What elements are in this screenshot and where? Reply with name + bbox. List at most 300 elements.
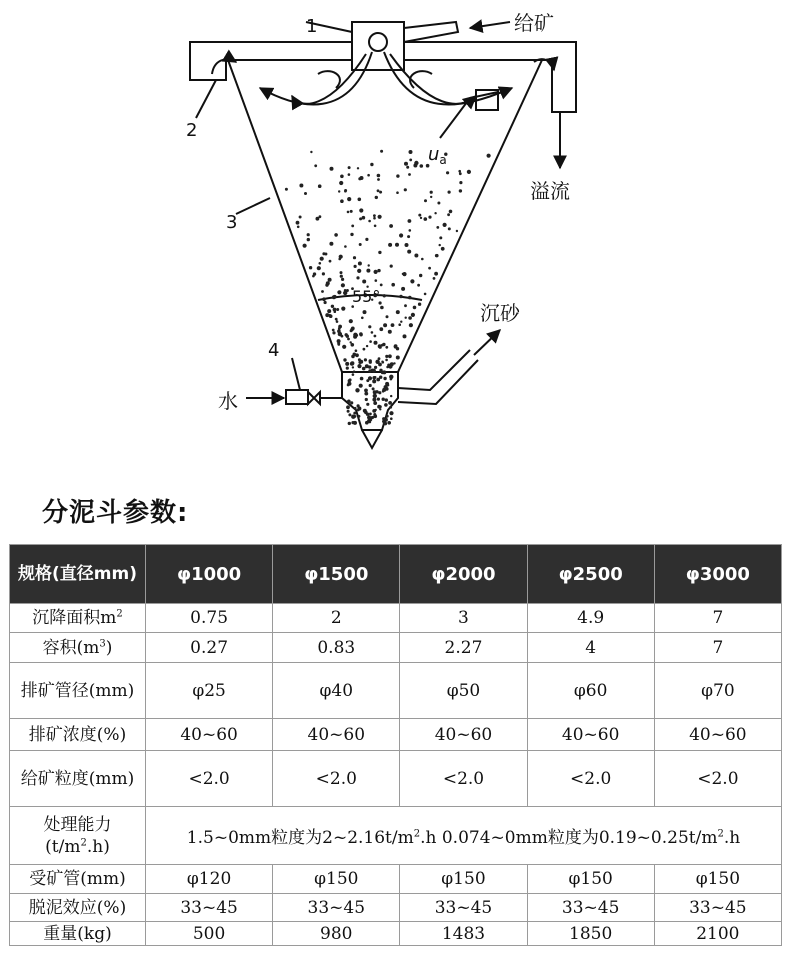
sediment-particle <box>354 265 357 268</box>
sediment-particle <box>357 269 361 273</box>
sediment-particle <box>369 340 372 343</box>
sediment-particle <box>368 220 371 223</box>
cell: 1850 <box>527 922 654 946</box>
sediment-particle <box>379 327 383 331</box>
table-row <box>10 894 782 922</box>
sediment-particle <box>368 420 371 423</box>
sediment-particle <box>459 172 462 175</box>
sediment-particle <box>330 167 334 171</box>
sediment-particle <box>325 313 329 317</box>
cell: 2100 <box>654 922 781 946</box>
sediment-particle <box>349 378 352 381</box>
sediment-particle <box>352 373 355 376</box>
sediment-particle <box>340 175 344 179</box>
sediment-particles <box>285 150 491 426</box>
sediment-particle <box>350 361 354 365</box>
sediment-particle <box>347 384 350 387</box>
cell: 3 <box>400 604 527 633</box>
sediment-particle <box>329 242 333 246</box>
sediment-particle <box>375 360 379 364</box>
cell: φ120 <box>146 865 273 894</box>
sediment-particle <box>398 323 401 326</box>
sediment-particle <box>377 405 381 409</box>
cell: 40~60 <box>527 719 654 751</box>
cell: 0.27 <box>146 633 273 663</box>
sediment-particle <box>391 323 395 327</box>
sediment-particle <box>350 328 353 331</box>
sediment-particle <box>374 341 378 345</box>
sediment-particle <box>342 345 346 349</box>
sediment-particle <box>424 293 427 296</box>
sediment-particle <box>359 384 363 388</box>
cell: 500 <box>146 922 273 946</box>
cell: 33~45 <box>146 894 273 922</box>
cell: 33~45 <box>527 894 654 922</box>
sediment-particle <box>404 162 408 166</box>
sediment-particle <box>375 196 378 199</box>
sediment-particle <box>388 354 392 358</box>
sediment-particle <box>346 335 349 338</box>
sediment-particle <box>380 284 383 287</box>
row-label: 处理能力$(t/m^2.h)$ <box>10 807 146 865</box>
desliming-cone-diagram <box>0 0 790 470</box>
sediment-particle <box>318 184 322 188</box>
sediment-particle <box>359 262 361 264</box>
sediment-particle <box>348 422 351 425</box>
row-label: 给矿粒度(mm) <box>10 751 146 807</box>
sediment-particle <box>390 265 393 268</box>
sediment-particle <box>307 238 310 241</box>
sediment-particle <box>347 410 350 413</box>
sediment-particle <box>388 243 392 247</box>
sediment-particle <box>388 330 392 334</box>
sediment-particle <box>394 345 398 349</box>
table-row <box>10 922 782 946</box>
sediment-particle <box>390 362 394 366</box>
sediment-particle <box>368 325 371 328</box>
sediment-particle <box>329 260 332 263</box>
sediment-particle <box>441 247 445 251</box>
sediment-particle <box>341 307 345 311</box>
sediment-particle <box>424 217 428 221</box>
sediment-particle <box>353 335 357 339</box>
sediment-particle <box>382 398 385 401</box>
sediment-particle <box>296 221 300 225</box>
sediment-particle <box>304 192 307 195</box>
label-2: 2 <box>186 120 198 141</box>
sediment-particle <box>393 362 395 364</box>
sediment-particle <box>437 202 440 205</box>
cell: 2.27 <box>400 633 527 663</box>
sediment-particle <box>348 166 351 169</box>
cell: <2.0 <box>273 751 400 807</box>
sediment-particle <box>381 361 383 363</box>
header-col: φ3000 <box>654 545 781 604</box>
sediment-particle <box>408 173 411 176</box>
sediment-particle <box>335 318 338 321</box>
sediment-particle <box>333 308 337 312</box>
parameter-table <box>9 544 782 946</box>
sediment-particle <box>430 196 432 198</box>
sediment-particle <box>399 295 402 298</box>
row-label: 排矿管径(mm) <box>10 663 146 719</box>
sediment-particle <box>385 359 388 362</box>
cell: 33~45 <box>654 894 781 922</box>
label-angle: 55° <box>352 287 381 306</box>
label-water: 水 <box>218 389 238 413</box>
sediment-particle <box>428 216 431 219</box>
sediment-particle <box>443 223 447 227</box>
sediment-particle <box>350 210 353 213</box>
sediment-particle <box>367 415 371 419</box>
sediment-particle <box>365 398 368 401</box>
sediment-particle <box>320 257 324 261</box>
sediment-particle <box>366 413 369 416</box>
sediment-particle <box>380 150 383 153</box>
sediment-particle <box>413 164 417 168</box>
sediment-particle <box>374 376 376 378</box>
sediment-particle <box>341 278 344 281</box>
sediment-particle <box>359 208 363 212</box>
sediment-particle <box>413 306 417 310</box>
sediment-particle <box>433 277 436 280</box>
sediment-particle <box>352 366 354 368</box>
sediment-particle <box>409 323 413 327</box>
sediment-particle <box>448 227 451 230</box>
table-row <box>10 751 782 807</box>
sediment-particle <box>384 385 388 389</box>
sediment-particle <box>344 190 347 193</box>
sediment-particle <box>434 212 436 214</box>
sediment-particle <box>347 197 351 201</box>
sediment-particle <box>458 170 461 173</box>
sediment-particle <box>371 331 374 334</box>
sediment-particle <box>321 290 324 293</box>
sediment-particle <box>324 301 327 304</box>
cell: 40~60 <box>146 719 273 751</box>
sediment-particle <box>357 364 361 368</box>
sediment-particle <box>370 163 373 166</box>
sediment-particle <box>383 294 386 297</box>
sediment-particle <box>347 338 350 341</box>
sediment-particle <box>388 401 392 405</box>
sediment-particle <box>331 305 334 308</box>
sediment-particle <box>361 317 364 320</box>
sediment-particle <box>332 331 335 334</box>
sediment-particle <box>367 174 370 177</box>
sediment-particle <box>408 296 412 300</box>
cell: φ150 <box>654 865 781 894</box>
cell: φ150 <box>400 865 527 894</box>
sediment-particle <box>354 407 357 410</box>
sediment-particle <box>420 217 422 219</box>
cell: φ70 <box>654 663 781 719</box>
sediment-particle <box>390 395 392 397</box>
sediment-particle <box>414 254 418 258</box>
sediment-particle <box>395 243 399 247</box>
sediment-particle <box>467 170 471 174</box>
header-col: φ2000 <box>400 545 527 604</box>
table-row <box>10 604 782 633</box>
sediment-particle <box>326 281 330 285</box>
sediment-particle <box>378 215 382 219</box>
sediment-particle <box>314 164 317 167</box>
sediment-particle <box>333 295 337 299</box>
sediment-particle <box>419 274 422 277</box>
sediment-particle <box>377 178 380 181</box>
sediment-particle <box>378 251 381 254</box>
sediment-particle <box>420 164 424 168</box>
sediment-particle <box>322 252 325 255</box>
sediment-particle <box>369 361 372 364</box>
header-col: φ1000 <box>146 545 273 604</box>
cell: 4.9 <box>527 604 654 633</box>
cell: 0.75 <box>146 604 273 633</box>
sediment-particle <box>418 303 421 306</box>
label-feed: 给矿 <box>514 11 554 35</box>
sediment-particle <box>336 320 339 323</box>
sediment-particle <box>396 174 399 177</box>
sediment-particle <box>343 358 346 361</box>
sediment-particle <box>358 415 361 418</box>
sediment-particle <box>363 310 367 314</box>
sediment-particle <box>439 236 442 239</box>
cell: φ25 <box>146 663 273 719</box>
sediment-particle <box>310 151 312 153</box>
table-row <box>10 807 782 865</box>
sediment-particle <box>359 243 362 246</box>
sediment-particle <box>299 184 303 188</box>
sediment-particle <box>374 270 378 274</box>
cell: φ60 <box>527 663 654 719</box>
sediment-particle <box>340 275 343 278</box>
sediment-particle <box>350 233 353 236</box>
sediment-particle <box>439 244 441 246</box>
label-ua: $u_a$ <box>428 144 447 167</box>
sediment-particle <box>353 370 356 373</box>
sediment-particle <box>400 321 402 323</box>
sediment-particle <box>375 409 377 411</box>
sediment-particle <box>409 150 413 154</box>
sediment-particle <box>396 356 400 360</box>
sediment-particle <box>448 191 451 194</box>
sediment-particle <box>358 198 362 202</box>
sediment-particle <box>363 348 366 351</box>
sediment-particle <box>348 413 351 416</box>
row-label: 沉降面积$m^2$ <box>10 604 146 633</box>
row-label: 脱泥效应(%) <box>10 894 146 922</box>
sediment-particle <box>328 278 332 282</box>
sediment-particle <box>359 332 363 336</box>
sediment-particle <box>385 398 388 401</box>
sediment-particle <box>447 213 450 216</box>
sediment-particle <box>384 418 388 422</box>
sediment-particle <box>373 394 377 398</box>
sediment-particle <box>402 273 404 275</box>
sediment-particle <box>368 376 372 380</box>
sediment-particle <box>377 174 381 178</box>
sediment-particle <box>374 366 377 369</box>
sediment-particle <box>365 238 368 241</box>
cell: <2.0 <box>654 751 781 807</box>
section-title: 分泥斗参数: <box>42 498 189 528</box>
sediment-particle <box>347 211 350 214</box>
sediment-particle <box>436 226 439 229</box>
table-row <box>10 633 782 663</box>
sediment-particle <box>332 329 335 332</box>
cell: 40~60 <box>654 719 781 751</box>
sediment-particle <box>313 272 316 275</box>
sediment-particle <box>372 387 375 390</box>
cell: <2.0 <box>527 751 654 807</box>
sediment-particle <box>374 335 377 338</box>
sediment-particle <box>355 388 359 392</box>
cell: 7 <box>654 604 781 633</box>
cell: φ50 <box>400 663 527 719</box>
sediment-particle <box>396 310 400 314</box>
sediment-particle <box>377 398 380 401</box>
sediment-particle <box>309 266 312 269</box>
sediment-particle <box>459 189 462 192</box>
sediment-particle <box>372 369 376 373</box>
sediment-particle <box>383 323 387 327</box>
sediment-particle <box>373 217 376 220</box>
sediment-particle <box>346 367 349 370</box>
sediment-particle <box>348 173 351 176</box>
sediment-particle <box>338 190 340 192</box>
sediment-particle <box>337 339 341 343</box>
cell: 980 <box>273 922 400 946</box>
sediment-particle <box>353 256 356 259</box>
row-label: 受矿管(mm) <box>10 865 146 894</box>
sediment-particle <box>322 297 326 301</box>
sediment-particle <box>366 403 369 406</box>
sediment-particle <box>359 360 363 364</box>
sediment-particle <box>346 405 350 409</box>
sediment-particle <box>430 191 433 194</box>
sediment-particle <box>379 191 382 194</box>
sediment-particle <box>434 272 438 276</box>
sediment-particle <box>377 269 380 272</box>
sediment-particle <box>317 266 321 270</box>
sediment-particle <box>350 401 353 404</box>
sediment-particle <box>401 287 405 291</box>
cell: φ150 <box>527 865 654 894</box>
sediment-particle <box>341 283 345 287</box>
cell: 33~45 <box>400 894 527 922</box>
sediment-particle <box>351 355 355 359</box>
sediment-particle <box>327 309 331 313</box>
capacity-cell: 1.5~0mm粒度为$2\sim 2.16t/m^2.h$ 0.074~0mm粒度为$0.19\sim 0.25t/m^2.h$ <box>146 807 782 865</box>
label-overflow: 溢流 <box>530 179 570 203</box>
sediment-particle <box>404 188 407 191</box>
sediment-particle <box>456 230 458 232</box>
sediment-particle <box>408 316 412 320</box>
sediment-particle <box>409 159 412 162</box>
label-1: 1 <box>306 16 318 37</box>
sediment-particle <box>307 233 310 236</box>
sediment-particle <box>375 279 378 282</box>
sediment-particle <box>362 367 366 371</box>
sediment-particle <box>351 343 355 347</box>
cell: φ150 <box>273 865 400 894</box>
sediment-particle <box>303 244 307 248</box>
cell: φ40 <box>273 663 400 719</box>
cell: 1483 <box>400 922 527 946</box>
sediment-particle <box>385 346 388 349</box>
sediment-particle <box>407 235 410 238</box>
sediment-particle <box>340 199 344 203</box>
sediment-particle <box>364 389 368 393</box>
sediment-particle <box>417 284 420 287</box>
sediment-particle <box>368 369 371 372</box>
cell: 40~60 <box>400 719 527 751</box>
sediment-particle <box>421 258 424 261</box>
sediment-particle <box>386 415 389 418</box>
sediment-particle <box>389 406 392 409</box>
sediment-particle <box>383 377 386 380</box>
sediment-particle <box>380 306 384 310</box>
sediment-particle <box>396 191 399 194</box>
label-3: 3 <box>226 212 238 233</box>
sediment-particle <box>418 214 421 217</box>
sediment-particle <box>372 398 376 402</box>
sediment-particle <box>391 283 395 287</box>
row-label: 重量(kg) <box>10 922 146 946</box>
sediment-particle <box>336 308 339 311</box>
sediment-particle <box>368 365 371 368</box>
sediment-particle <box>368 264 370 266</box>
sediment-particle <box>387 364 390 367</box>
sediment-particle <box>435 254 438 257</box>
sediment-particle <box>334 233 338 237</box>
sediment-particle <box>362 216 366 220</box>
sediment-particle <box>355 349 358 352</box>
sediment-particle <box>347 400 351 404</box>
sediment-particle <box>366 345 368 347</box>
sediment-particle <box>409 229 412 232</box>
sediment-particle <box>375 390 378 393</box>
cell: 40~60 <box>273 719 400 751</box>
cell: 33~45 <box>273 894 400 922</box>
sediment-particle <box>360 377 364 381</box>
sediment-particle <box>405 317 407 319</box>
sediment-particle <box>424 199 427 202</box>
row-label: 容积$(m^3)$ <box>10 633 146 663</box>
table-row <box>10 719 782 751</box>
row-label: 排矿浓度(%) <box>10 719 146 751</box>
sediment-particle <box>364 358 367 361</box>
sediment-particle <box>487 154 491 158</box>
cell: 0.83 <box>273 633 400 663</box>
sediment-particle <box>369 413 372 416</box>
sediment-particle <box>329 314 333 318</box>
sediment-particle <box>345 362 349 366</box>
sediment-particle <box>385 355 388 358</box>
sediment-particle <box>362 280 366 284</box>
sediment-particle <box>410 279 414 283</box>
sediment-particle <box>404 304 407 307</box>
sediment-particle <box>285 188 288 191</box>
sediment-particle <box>382 370 386 374</box>
sediment-particle <box>360 176 364 180</box>
sediment-particle <box>389 224 393 228</box>
cell: 2 <box>273 604 400 633</box>
table-header-row <box>10 545 782 604</box>
sediment-particle <box>351 225 354 228</box>
sediment-particle <box>338 327 341 330</box>
sediment-particle <box>411 313 415 317</box>
